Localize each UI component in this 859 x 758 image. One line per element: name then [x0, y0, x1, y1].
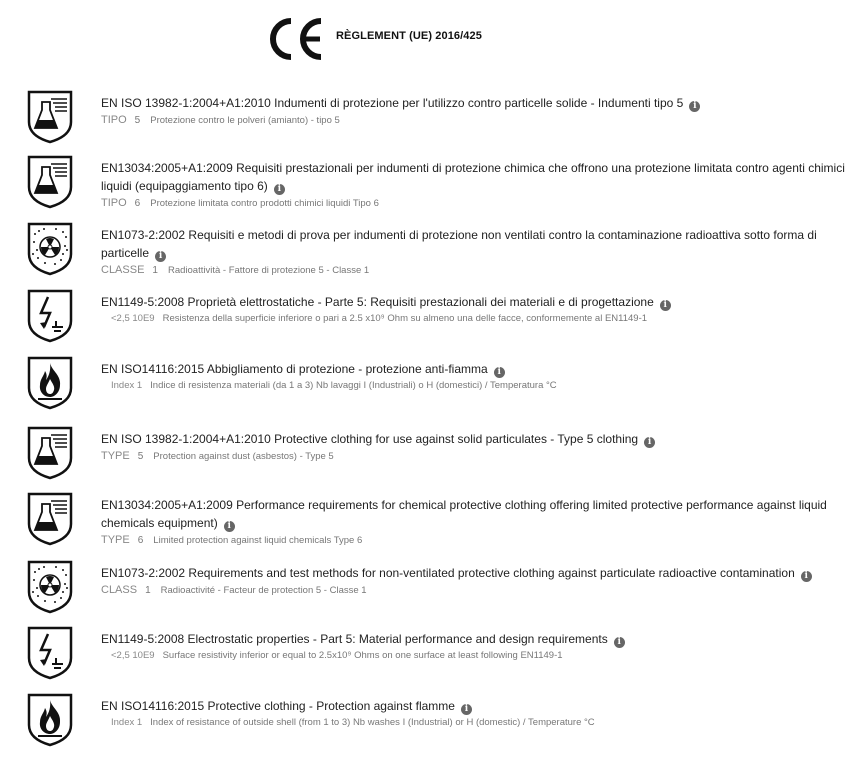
standard-title: EN1149-5:2008 Proprietà elettrostatiche - Parte 5: Requisiti prestazionali dei materiali e di progettazione — [101, 295, 654, 309]
standard-title: EN ISO 13982-1:2004+A1:2010 Protective clothing for use against solid particulates - Type 5 clothing — [101, 432, 639, 446]
standard-title: EN1073-2:2002 Requisiti e metodi di prova per indumenti di protezione non ventilati contro la contaminazione radioattiva sotto forma di particelle — [101, 228, 817, 260]
regulation-header — [264, 15, 482, 63]
standard-description: Surface resistivity inferior or equal to 2.5x10⁹ Ohms on one surface at least following EN1149-1 — [162, 650, 563, 661]
info-icon[interactable]: i — [644, 437, 655, 448]
standard-description: Radioactivité - Facteur de protection 5 - Classe 1 — [160, 585, 367, 596]
standard-description: Protezione contro le polveri (amianto) - tipo 5 — [150, 115, 340, 126]
info-icon[interactable]: i — [801, 571, 812, 582]
standard-code: CLASS — [101, 584, 138, 596]
standard-description: Limited protection against liquid chemicals Type 6 — [153, 535, 363, 546]
standard-code: TIPO — [101, 114, 127, 126]
standard-value: 5 — [134, 115, 141, 126]
chemical-flask-icon — [25, 490, 75, 546]
chemical-flask-icon — [25, 153, 75, 209]
info-icon[interactable]: i — [274, 184, 285, 195]
standard-title: EN1149-5:2008 Electrostatic properties - Part 5: Material performance and design requirements — [101, 632, 608, 646]
standard-code: TIPO — [101, 197, 127, 209]
standard-title: EN ISO14116:2015 Abbigliamento di protezione - protezione anti-fiamma — [101, 362, 488, 376]
standard-title: EN13034:2005+A1:2009 Requisiti prestazionali per indumenti di protezione chimica che offrono una protezione limitata contro agenti chimici liquidi (equipaggiamento tipo 6) — [101, 161, 845, 193]
standard-code: CLASSE — [101, 264, 145, 276]
standard-title: EN ISO 13982-1:2004+A1:2010 Indumenti di protezione per l'utilizzo contro particelle solide - Indumenti tipo 5 — [101, 96, 684, 110]
standard-code: <2,5 10E9 — [111, 313, 155, 324]
radioactive-contamination-icon — [25, 220, 75, 276]
info-icon[interactable]: i — [224, 521, 235, 532]
standard-title: EN13034:2005+A1:2009 Performance requirements for chemical protective clothing offering limited protective performance against liquid chemicals equipment) — [101, 498, 827, 530]
standard-value: 6 — [137, 535, 144, 546]
regulation-title: RÈGLEMENT (UE) 2016/425 — [336, 30, 482, 42]
chemical-flask-icon — [25, 88, 75, 144]
info-icon[interactable]: i — [689, 101, 700, 112]
standard-title: EN ISO14116:2015 Protective clothing - Protection against flamme — [101, 699, 455, 713]
standard-description: Protection against dust (asbestos) - Type 5 — [153, 451, 334, 462]
info-icon[interactable]: i — [494, 367, 505, 378]
electrostatic-icon — [25, 287, 75, 343]
info-icon[interactable]: i — [614, 637, 625, 648]
standard-description: Protezione limitata contro prodotti chimici liquidi Tipo 6 — [150, 198, 379, 209]
electrostatic-icon — [25, 624, 75, 680]
flame-icon — [25, 691, 75, 747]
standard-title: EN1073-2:2002 Requirements and test methods for non-ventilated protective clothing against particulate radioactive contamination — [101, 566, 795, 580]
standard-code: TYPE — [101, 534, 130, 546]
standard-code: TYPE — [101, 450, 130, 462]
flame-icon — [25, 354, 75, 410]
standard-value: 1 — [145, 585, 151, 596]
standard-value: 6 — [134, 198, 141, 209]
ce-mark-icon — [264, 15, 326, 63]
standard-description: Radioattività - Fattore di protezione 5 - Classe 1 — [167, 265, 370, 276]
chemical-flask-icon — [25, 424, 75, 480]
radioactive-contamination-icon — [25, 558, 75, 614]
info-icon[interactable]: i — [461, 704, 472, 715]
standard-value: 1 — [152, 265, 158, 276]
standard-description: Resistenza della superficie inferiore o pari a 2.5 x10⁹ Ohm su almeno una delle facce, conformemente al EN1149-1 — [162, 313, 648, 324]
info-icon[interactable]: i — [660, 300, 671, 311]
standard-description: Index of resistance of outside shell (from 1 to 3) Nb washes I (Industrial) or H (domestic) / Temperature °C — [150, 717, 595, 728]
standard-description: Indice di resistenza materiali (da 1 a 3) Nb lavaggi I (Industriali) o H (domestici) / Temperatura °C — [150, 380, 557, 391]
standard-code: Index 1 — [111, 717, 143, 728]
standard-value: 5 — [137, 451, 144, 462]
info-icon[interactable]: i — [155, 251, 166, 262]
standard-code: Index 1 — [111, 380, 143, 391]
standard-code: <2,5 10E9 — [111, 650, 155, 661]
